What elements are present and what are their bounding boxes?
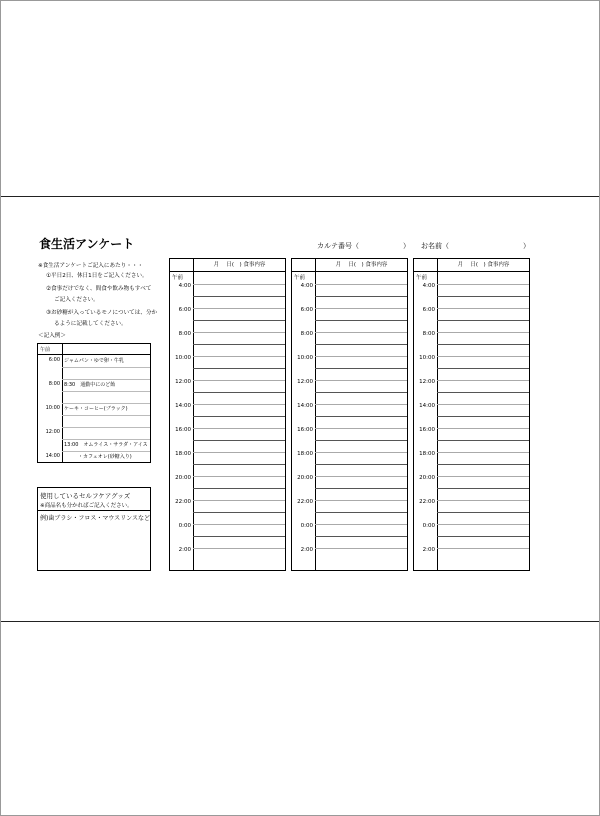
row-line	[315, 524, 407, 525]
time-label: 8:00	[422, 331, 435, 337]
fold-line-top	[1, 196, 599, 197]
example-entry: 13:00 オムライス・サラダ・アイス	[64, 442, 148, 448]
time-label: 14:00	[419, 403, 435, 409]
row-line	[315, 380, 407, 381]
time-label: 16:00	[175, 427, 191, 433]
row-line	[437, 428, 529, 429]
row-line	[437, 416, 529, 417]
row-line	[315, 488, 407, 489]
time-label: 20:00	[297, 475, 313, 481]
karte-number-label: カルテ番号（	[317, 242, 359, 250]
time-label: 0:00	[300, 523, 313, 529]
row-line	[193, 428, 285, 429]
row-line	[437, 332, 529, 333]
row-line	[437, 500, 529, 501]
row-line	[315, 440, 407, 441]
patient-name-label: お名前（	[421, 242, 449, 250]
row-line	[437, 368, 529, 369]
example-time: 8:00	[48, 381, 60, 387]
time-label: 2:00	[422, 547, 435, 553]
example-table	[37, 343, 151, 463]
row-line	[193, 524, 285, 525]
selfcare-note: ※商品名も分かればご記入ください。	[40, 503, 133, 509]
instruction-intro: ※食生活アンケートご記入にあたり・・・	[38, 263, 144, 269]
row-line	[193, 344, 285, 345]
day-table-2	[291, 258, 408, 571]
row-line	[315, 536, 407, 537]
time-label: 0:00	[178, 523, 191, 529]
example-time: 12:00	[45, 429, 60, 435]
time-label: 16:00	[297, 427, 313, 433]
time-label: 18:00	[297, 451, 313, 457]
row-line	[193, 356, 285, 357]
row-line	[315, 356, 407, 357]
row-line	[437, 464, 529, 465]
row-line	[315, 452, 407, 453]
example-time: 10:00	[45, 405, 60, 411]
row-line	[193, 380, 285, 381]
row-line	[193, 308, 285, 309]
row-line	[437, 320, 529, 321]
row-line	[193, 332, 285, 333]
instruction-item-3: ③お砂糖が入っているモノについては、分か	[46, 310, 158, 316]
instruction-item-2: ②食事だけでなく、間食や飲み物もすべて	[46, 286, 152, 292]
day-header: 月 日( ) 食事内容	[213, 262, 266, 268]
time-label: 4:00	[178, 283, 191, 289]
row-line	[437, 440, 529, 441]
row-line	[315, 320, 407, 321]
time-label: 12:00	[297, 379, 313, 385]
time-label: 6:00	[300, 307, 313, 313]
time-label: 12:00	[175, 379, 191, 385]
time-label: 18:00	[175, 451, 191, 457]
row-line	[437, 452, 529, 453]
selfcare-example: 例)歯ブラシ・フロス・マウスリンスなど	[40, 515, 150, 522]
day-am-label: 午前	[294, 275, 306, 281]
day-header: 月 日( ) 食事内容	[335, 262, 388, 268]
time-label: 4:00	[300, 283, 313, 289]
row-line	[193, 368, 285, 369]
row-line	[437, 488, 529, 489]
row-line	[437, 344, 529, 345]
row-line	[437, 284, 529, 285]
row-line	[315, 284, 407, 285]
time-label: 22:00	[297, 499, 313, 505]
example-entry: ・カフェオレ(砂糖入り)	[78, 454, 132, 460]
example-am-label: 午前	[40, 347, 51, 353]
row-line	[193, 452, 285, 453]
time-label: 2:00	[178, 547, 191, 553]
time-label: 10:00	[419, 355, 435, 361]
row-line	[437, 380, 529, 381]
time-label: 8:00	[300, 331, 313, 337]
row-line	[193, 488, 285, 489]
row-line	[315, 548, 407, 549]
day-am-label: 午前	[172, 275, 184, 281]
row-line	[193, 392, 285, 393]
patient-name-close: ）	[523, 242, 530, 250]
instruction-item-2-cont: ご記入ください。	[54, 297, 99, 303]
time-label: 16:00	[419, 427, 435, 433]
time-label: 22:00	[419, 499, 435, 505]
row-line	[437, 548, 529, 549]
time-label: 14:00	[175, 403, 191, 409]
row-line	[437, 404, 529, 405]
row-line	[437, 308, 529, 309]
karte-number-close: ）	[403, 242, 410, 250]
time-label: 10:00	[175, 355, 191, 361]
time-label: 18:00	[419, 451, 435, 457]
fold-line-bottom	[1, 621, 599, 622]
day-table-3	[413, 258, 530, 571]
row-line	[315, 308, 407, 309]
row-line	[315, 428, 407, 429]
row-line	[315, 368, 407, 369]
instruction-item-3-cont: るように記載してください。	[54, 321, 127, 327]
row-line	[315, 392, 407, 393]
row-line	[193, 464, 285, 465]
row-line	[193, 296, 285, 297]
selfcare-title: 使用しているセルフケアグッズ	[40, 492, 131, 500]
time-label: 14:00	[297, 403, 313, 409]
time-label: 12:00	[419, 379, 435, 385]
day-header: 月 日( ) 食事内容	[457, 262, 510, 268]
row-line	[315, 296, 407, 297]
row-line	[315, 464, 407, 465]
row-line	[437, 356, 529, 357]
example-label: ＜記入例＞	[38, 333, 66, 339]
row-line	[315, 344, 407, 345]
selfcare-goods-box	[37, 487, 151, 571]
row-line	[193, 284, 285, 285]
row-line	[437, 512, 529, 513]
time-label: 4:00	[422, 283, 435, 289]
example-time: 6:00	[48, 357, 60, 363]
example-entry: 8:30 通勤中にのど飴	[64, 382, 116, 388]
day-am-label: 午前	[416, 275, 428, 281]
row-line	[193, 476, 285, 477]
row-line	[437, 476, 529, 477]
row-line	[315, 332, 407, 333]
row-line	[193, 512, 285, 513]
row-line	[437, 524, 529, 525]
instruction-item-1: ①平日2日、休日1日をご記入ください。	[46, 273, 148, 279]
time-label: 8:00	[178, 331, 191, 337]
time-label: 2:00	[300, 547, 313, 553]
row-line	[315, 416, 407, 417]
time-label: 20:00	[419, 475, 435, 481]
row-line	[193, 500, 285, 501]
row-line	[193, 440, 285, 441]
time-label: 22:00	[175, 499, 191, 505]
example-entry: ジャムパン・ゆで卵・牛乳	[64, 358, 124, 364]
row-line	[315, 500, 407, 501]
row-line	[315, 476, 407, 477]
time-label: 6:00	[422, 307, 435, 313]
example-time: 14:00	[45, 453, 60, 459]
day-table-1	[169, 258, 286, 571]
row-line	[437, 392, 529, 393]
row-line	[193, 536, 285, 537]
page-title: 食生活アンケート	[39, 237, 135, 251]
row-line	[315, 512, 407, 513]
row-line	[437, 296, 529, 297]
time-label: 6:00	[178, 307, 191, 313]
time-label: 10:00	[297, 355, 313, 361]
time-label: 20:00	[175, 475, 191, 481]
row-line	[437, 536, 529, 537]
example-entry: ケーキ・コーヒー(ブラック)	[64, 406, 128, 412]
row-line	[193, 548, 285, 549]
row-line	[193, 404, 285, 405]
time-label: 0:00	[422, 523, 435, 529]
row-line	[193, 416, 285, 417]
row-line	[315, 404, 407, 405]
row-line	[193, 320, 285, 321]
